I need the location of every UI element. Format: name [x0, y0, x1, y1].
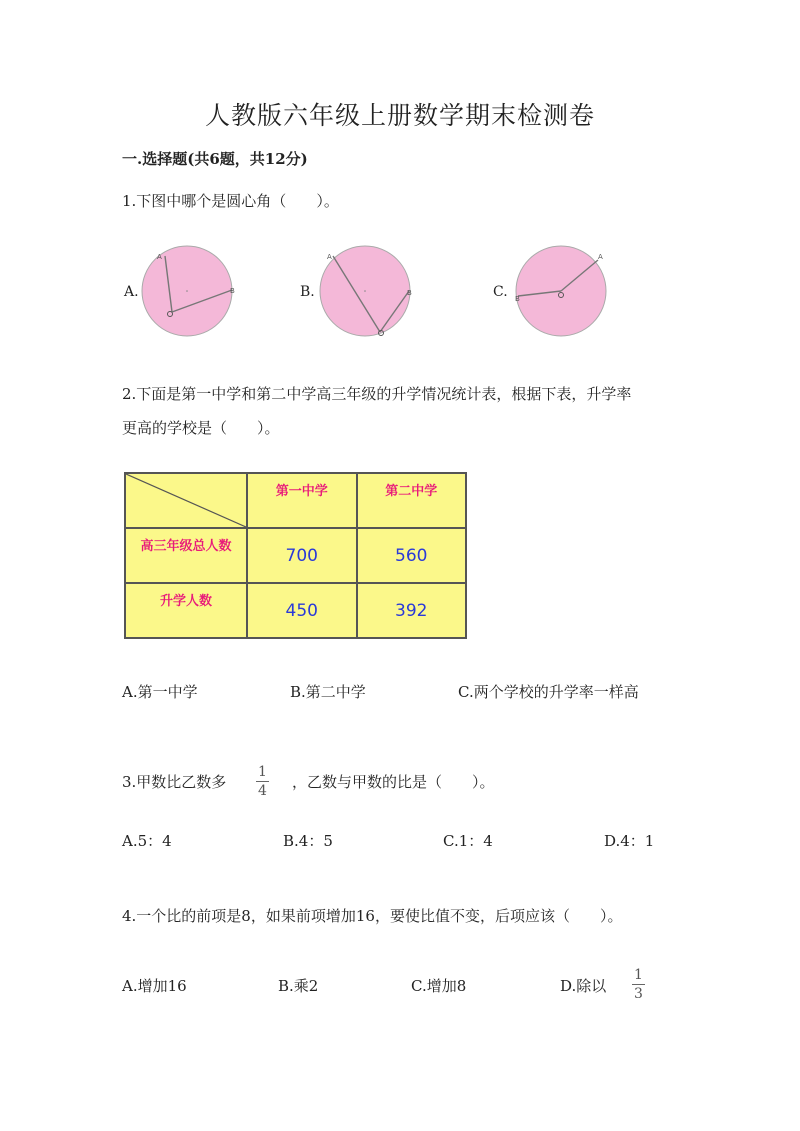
point-b-label: B: [515, 295, 520, 303]
table-row: [125, 583, 466, 638]
q4-option-d[interactable]: D.除以: [560, 977, 607, 995]
q3-option-d[interactable]: D.4：1: [604, 832, 655, 850]
fraction-numerator: 1: [634, 967, 643, 983]
cell-total-school-2: 560: [357, 528, 467, 583]
fraction-denominator: 4: [258, 783, 267, 799]
q1-option-a-label: A.: [124, 284, 139, 300]
circle-center-dot: [364, 290, 366, 292]
col-header-school-2: 第二中学: [357, 473, 467, 528]
diagonal-header-cell: [125, 473, 247, 528]
q4-option-c[interactable]: C.增加8: [411, 977, 467, 995]
cell-admitted-school-2: 392: [357, 583, 467, 638]
q1-option-a-figure: [140, 244, 240, 340]
point-b-label: B: [230, 287, 235, 295]
section-heading: 一.选择题(共6题，共12分): [122, 150, 308, 168]
q1-option-b-figure: [318, 244, 418, 340]
q3-option-b[interactable]: B.4：5: [283, 832, 333, 850]
fraction-numerator: 1: [258, 764, 267, 780]
table-header-row: [125, 473, 466, 528]
cell-admitted-school-1: 450: [247, 583, 357, 638]
col-header-school-1: 第一中学: [247, 473, 357, 528]
question-2-line-1: 2.下面是第一中学和第二中学高三年级的升学情况统计表，根据下表，升学率: [122, 385, 632, 403]
q2-option-b[interactable]: B.第二中学: [290, 683, 366, 701]
question-1-text: 1.下图中哪个是圆心角（ ）。: [122, 192, 339, 210]
q1-option-c-label: C.: [493, 284, 508, 300]
question-3-text-after: ，乙数与甲数的比是（ ）。: [292, 773, 495, 791]
fraction-denominator: 3: [634, 986, 643, 1002]
circle-center-dot: [186, 290, 188, 292]
q2-option-c[interactable]: C.两个学校的升学率一样高: [458, 683, 639, 701]
q4-fraction: [632, 968, 645, 1001]
q4-option-b[interactable]: B.乘2: [278, 977, 319, 995]
point-a-label: A: [598, 253, 603, 261]
q3-fraction: [256, 765, 269, 798]
point-a-label: A: [327, 253, 332, 261]
q4-option-a[interactable]: A.增加16: [122, 977, 187, 995]
question-4-text: 4.一个比的前项是8，如果前项增加16，要使比值不变，后项应该（ ）。: [122, 907, 623, 925]
row-header-total: 高三年级总人数: [125, 528, 247, 583]
page-title: 人教版六年级上册数学期末检测卷: [204, 101, 595, 130]
cell-total-school-1: 700: [247, 528, 357, 583]
q2-option-a[interactable]: A.第一中学: [122, 683, 198, 701]
point-b-label: B: [407, 289, 412, 297]
q1-option-b-label: B.: [300, 284, 315, 300]
q3-option-c[interactable]: C.1：4: [443, 832, 493, 850]
q1-option-c-figure: [514, 244, 614, 340]
q3-option-a[interactable]: A.5：4: [122, 832, 172, 850]
question-3-text-before: 3.甲数比乙数多: [122, 773, 227, 791]
point-a-label: A: [157, 253, 162, 261]
row-header-admitted: 升学人数: [125, 583, 247, 638]
table-row: [125, 528, 466, 583]
enrollment-stats-table: [124, 472, 467, 639]
question-2-line-2: 更高的学校是（ ）。: [122, 419, 280, 437]
diagonal-line: [126, 474, 246, 527]
